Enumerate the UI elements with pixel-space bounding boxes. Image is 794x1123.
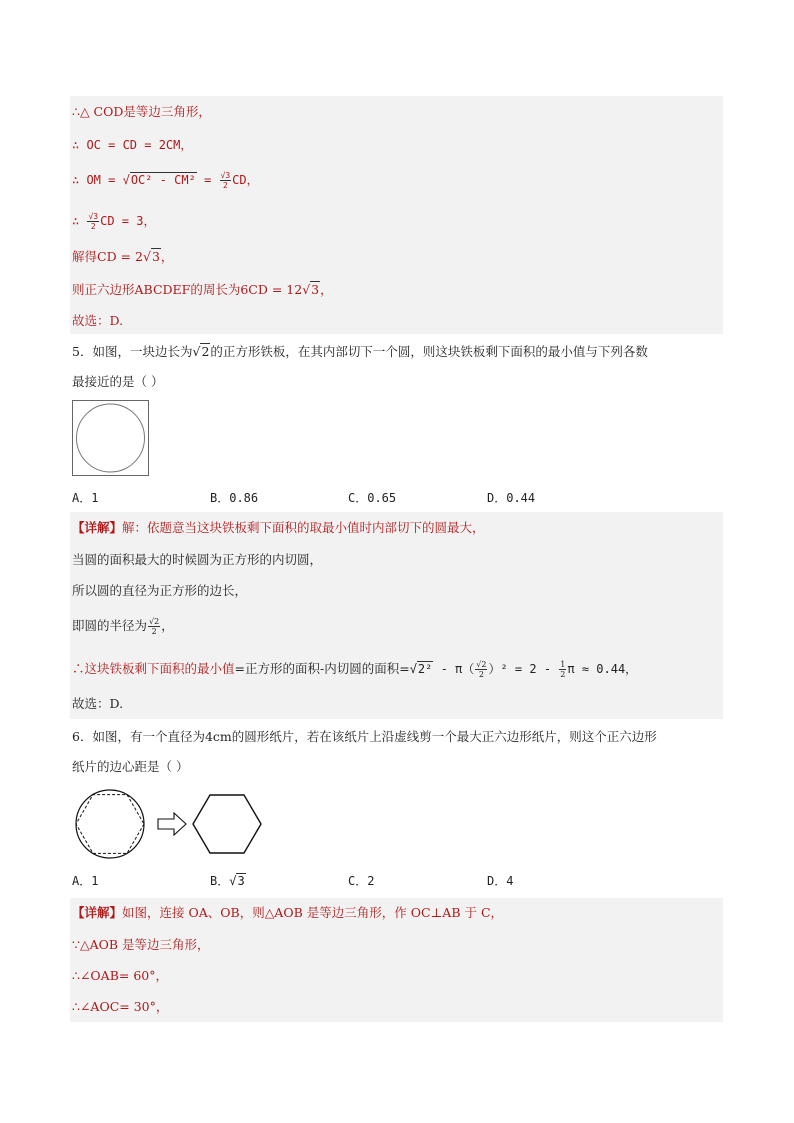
- sqrt-expr: √OC² - CM²: [122, 173, 196, 187]
- cut-hexagon: [193, 795, 261, 853]
- q6-solution-3: ∴∠OAB= 60°，: [72, 968, 168, 983]
- q5-option-d: D．0.44: [487, 491, 536, 505]
- q5-solution-4: 即圆的半径为 $\frac{√2}{2}$ ，: [72, 617, 174, 636]
- q5-option-b: B．0.86: [210, 491, 259, 505]
- dashed-hexagon: [76, 795, 144, 854]
- q6-option-c: C．2: [348, 874, 375, 888]
- q6-stem-1: 6．如图，有一个直径为4cm的圆形纸片，若在该纸片上沿虚线剪一个最大正六边形纸片，则这个正六边形: [72, 729, 657, 744]
- q5-solution-3: 所以圆的直径为正方形的边长，: [72, 583, 248, 598]
- fraction: $\frac{1}{2}$: [560, 660, 566, 679]
- sqrt-expr: √3: [229, 874, 245, 888]
- fraction: $\frac{√2}{2}$: [476, 660, 487, 679]
- arrow-right-icon: [158, 813, 186, 835]
- q5-stem-1: 5．如图，一块边长为√2的正方形铁板，在其内部切下一个圆，则这块铁板剩下面积的最小值与下列各数: [72, 342, 648, 362]
- detail-tag: 【详解】: [72, 905, 123, 920]
- prev-line-1: ∴△ COD是等边三角形，: [72, 104, 211, 119]
- fraction: $\frac{√3}{2}$: [220, 171, 231, 190]
- q6-option-d: D．4: [487, 874, 514, 888]
- prev-line-3: ∴ OM = √OC² - CM² = $\frac{√3}{2}$ CD，: [72, 171, 259, 190]
- paper-circle: [76, 790, 144, 858]
- q6-solution-1: 【详解】如图，连接 OA、OB，则△AOB 是等边三角形，作 OC⊥AB 于 C，: [72, 905, 504, 920]
- q6-solution-2: ∵△AOB 是等边三角形，: [72, 937, 210, 952]
- q5-option-a: A．1: [72, 491, 99, 505]
- sqrt-expr: √3: [142, 249, 160, 264]
- sqrt-expr: √2²: [409, 662, 433, 676]
- sqrt-expr: √3: [302, 282, 320, 297]
- inscribed-circle: [77, 404, 145, 472]
- q6-stem-2: 纸片的边心距是（ ）: [72, 759, 189, 774]
- prev-line-4: ∴ $\frac{√3}{2}$ CD = 3，: [72, 212, 156, 231]
- q5-solution-1: 【详解】解：依题意当这块铁板剩下面积的取最小值时内部切下的圆最大，: [72, 520, 485, 535]
- prev-line-5: 解得CD = 2√3，: [72, 247, 173, 267]
- prev-line-7: 故选：D.: [72, 313, 124, 328]
- fraction: $\frac{√2}{2}$: [149, 617, 160, 636]
- q6-solution-4: ∴∠AOC= 30°，: [72, 999, 169, 1014]
- sqrt-expr: √2: [192, 344, 210, 359]
- square-plate: [73, 401, 149, 476]
- q5-solution-6: 故选：D.: [72, 696, 124, 711]
- q6-option-b: B．√3: [210, 874, 245, 888]
- q5-solution-2: 当圆的面积最大的时候圆为正方形的内切圆，: [72, 552, 323, 567]
- prev-line-6: 则正六边形ABCDEF的周长为6CD = 12√3，: [72, 280, 333, 300]
- prev-line-2: ∴ OC = CD = 2CM，: [72, 138, 193, 152]
- q6-option-a: A．1: [72, 874, 99, 888]
- q5-solution-5: ∴这块铁板剩下面积的最小值=正方形的面积-内切圆的面积=√2² - π（ $\frac{√2}{2}$ ）² = 2 - $\frac{1}{2}$ π ≈ 0.44，: [72, 660, 638, 679]
- q5-figure-square-with-circle: [72, 400, 150, 477]
- q5-stem-2: 最接近的是（ ）: [72, 374, 164, 389]
- detail-tag: 【详解】: [72, 520, 123, 535]
- q6-figure-circle-to-hexagon: [72, 786, 266, 862]
- q5-option-c: C．0.65: [348, 491, 397, 505]
- fraction: $\frac{√3}{2}$: [88, 212, 99, 231]
